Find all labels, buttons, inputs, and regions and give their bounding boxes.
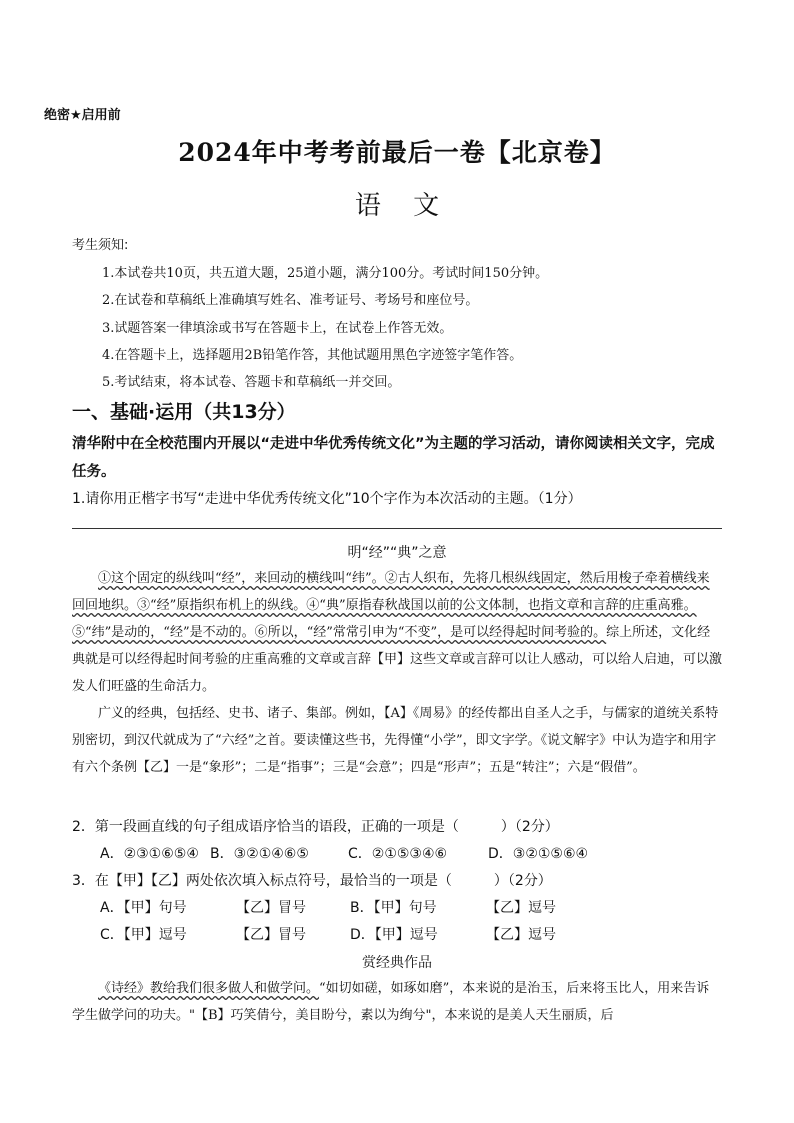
subject-title: 语 文 [354, 191, 440, 221]
underlined-sentences: ①这个固定的纵线叫“经”，来回动的横线叫“纬”。②古人织布，先将几根纵线固定，然后用梭子牵着横线来回回地织。③“经”原指织布机上的纵线。④“典”原指春秋战国以前的公文体制，也指文章和言辞的庄重高雅。⑤“纬”是动的，“经”是不动的。⑥所以，“经”常常引申为“不变”，是可以经得起时间考验的。 [72, 571, 710, 640]
notice-item: 1.本试卷共10页，共五道大题，25道小题，满分100分。考试时间150分钟。 [102, 266, 549, 281]
q3-option-a: A．【甲】句号 [100, 900, 187, 916]
q2-option-a: A．②③①⑥⑤④ [100, 846, 199, 862]
section-title: 一、基础·运用（共13分） [72, 401, 296, 423]
question-1: 1.请你用正楷字书写“走进中华优秀传统文化”10个字作为本次活动的主题。（1分） [72, 491, 582, 507]
confidential-label: 绝密★启用前 [44, 108, 121, 123]
underlined-sentence: 《诗经》教给我们很多做人和做学问。 [98, 981, 320, 996]
q3-option-c-second: 【乙】冒号 [236, 927, 306, 943]
q3-option-b: B．【甲】句号 [350, 900, 437, 916]
q2-option-d: D．③②①⑤⑥④ [488, 846, 589, 862]
question-2-stem: 2．第一段画直线的句子组成语序恰当的语段，正确的一项是（ ）（2分） [72, 819, 559, 835]
question-3-stem: 3．在【甲】【乙】两处依次填入标点符号，最恰当的一项是（ ）（2分） [72, 873, 552, 889]
paragraph-text: “如切如磋，如琢如磨”，本来说的是治玉，后来将玉比人，用来告诉学生做学问的功夫。"【B】巧笑倩兮，美目盼兮，素以为绚兮"，本来说的是美人天生丽质，后 [72, 981, 710, 1023]
q2-option-c: C．②①⑤③④⑥ [348, 846, 448, 862]
divider-line [72, 528, 722, 529]
passage-paragraph-1 [72, 565, 722, 700]
section-intro: 清华附中在全校范围内开展以“走进中华优秀传统文化”为主题的学习活动，请你阅读相关文字，完成任务。 [72, 436, 715, 480]
q3-option-d-second: 【乙】逗号 [486, 927, 556, 943]
passage2-paragraph-1 [72, 975, 722, 1029]
passage-heading: 明“经”“典”之意 [347, 545, 447, 561]
q2-option-b: B．③②①④⑥⑤ [210, 846, 309, 862]
paragraph-text: 综上所述，文化经典就是可以经得起时间考验的庄重高雅的文章或言辞【甲】这些文章或言辞可以让人感动，可以给人启迪，可以激发人们旺盛的生命活力。 [72, 625, 723, 694]
q3-option-d: D．【甲】逗号 [350, 927, 438, 943]
notice-item: 3.试题答案一律填涂或书写在答题卡上，在试卷上作答无效。 [102, 321, 453, 336]
exam-title: 2024年中考考前最后一卷【北京卷】 [178, 138, 616, 167]
notice-heading: 考生须知: [72, 238, 129, 253]
passage2-heading: 赏经典作品 [362, 955, 432, 971]
notice-item: 4.在答题卡上，选择题用2B铅笔作答，其他试题用黑色字迹签字笔作答。 [102, 348, 523, 363]
q3-option-a-second: 【乙】冒号 [236, 900, 306, 916]
passage-paragraph-2: 广义的经典，包括经、史书、诸子、集部。例如，【A】《周易》的经传都出自圣人之手，与儒家的道统关系特别密切，到汉代就成为了“六经”之首。要读懂这些书，先得懂“小学”，即文字学。《说文解字》中认为造字和用字有六个条例【乙】一是“象形”；二是“指事”；三是“会意”；四是“形声”；五是“转注”；六是“假借”。 [72, 706, 719, 775]
q3-option-b-second: 【乙】逗号 [486, 900, 556, 916]
notice-item: 2.在试卷和草稿纸上准确填写姓名、准考证号、考场号和座位号。 [102, 293, 479, 308]
notice-item: 5.考试结束，将本试卷、答题卡和草稿纸一并交回。 [102, 375, 401, 390]
q3-option-c: C．【甲】逗号 [100, 927, 187, 943]
